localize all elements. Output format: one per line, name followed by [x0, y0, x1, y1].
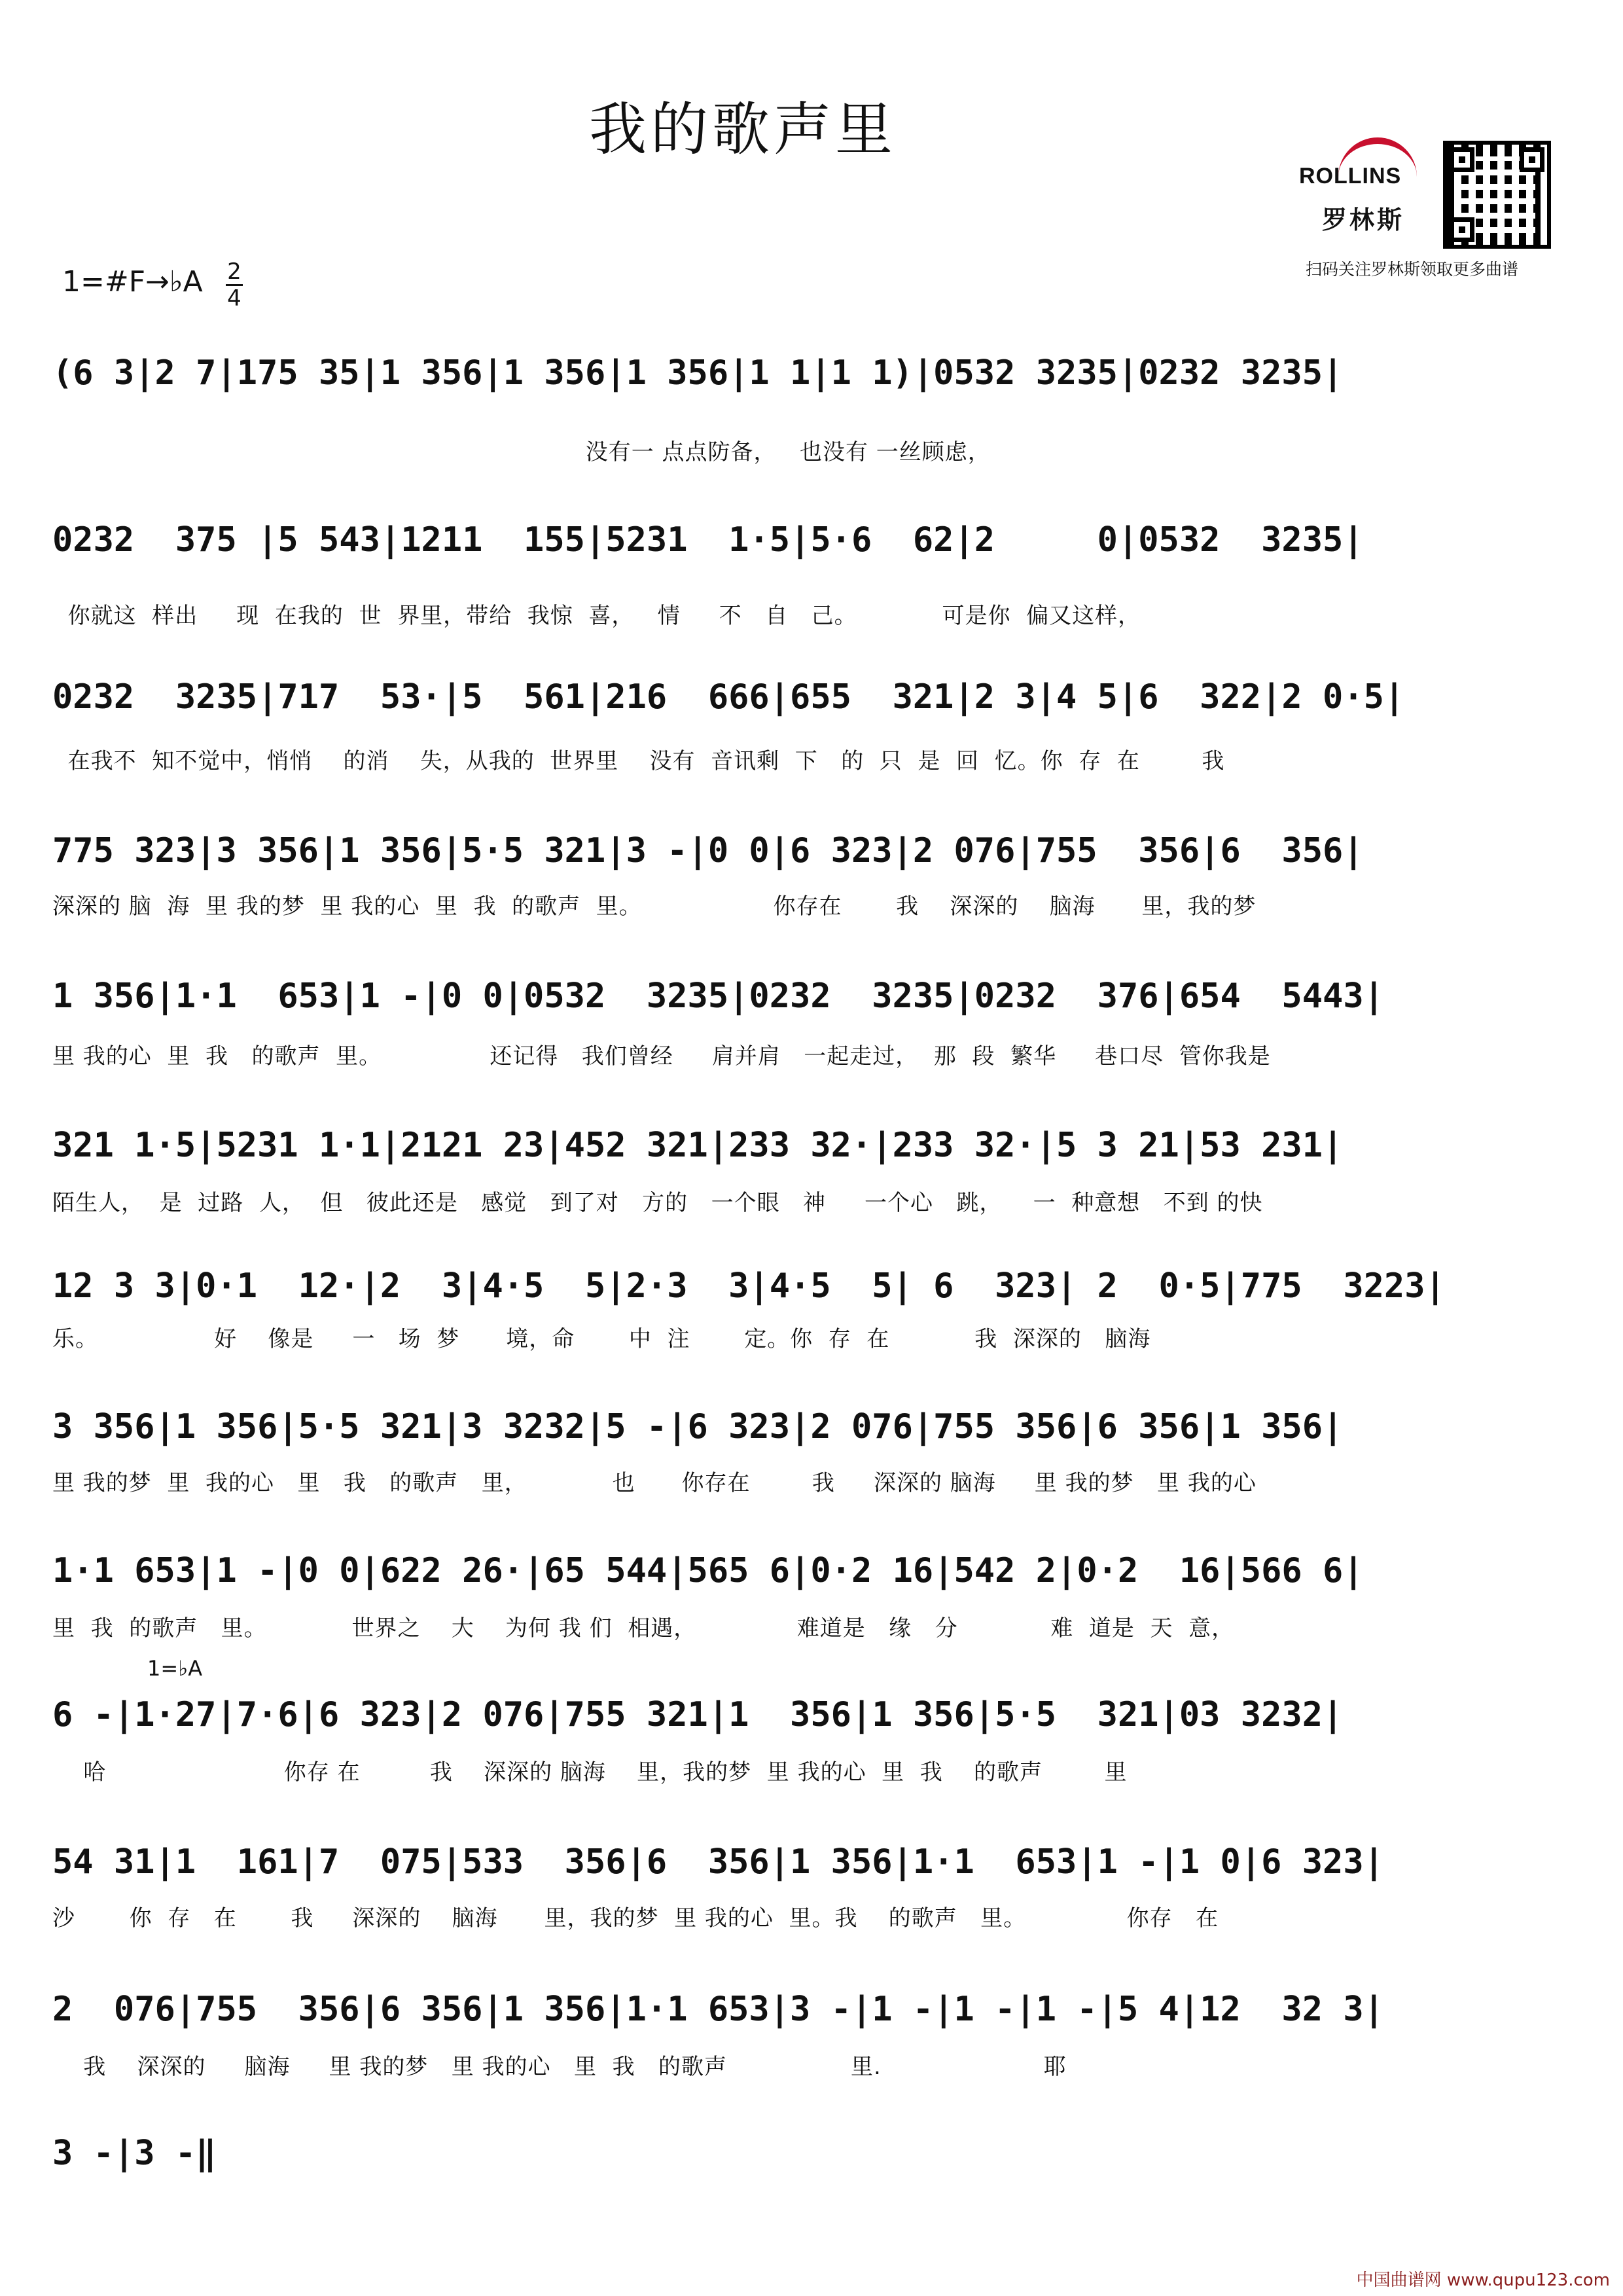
- lyrics-row: 里 我的梦 里 我的心 里 我 的歌声 里， 也 你存在 我 深深的 脑海 里 我的梦 里 我的心: [52, 1470, 1257, 1496]
- notes-row: 775 323|3 356|1 356|5·5 321|3 -|0 0|6 323|2 076|755 356|6 356|: [52, 831, 1364, 870]
- lyrics-row: 沙 你 存 在 我 深深的 脑海 里，我的梦 里 我的心 里。我 的歌声 里。 你存 在: [52, 1905, 1219, 1931]
- modulation-mark: 1=♭A: [147, 1656, 203, 1681]
- time-signature-bottom: 4: [227, 285, 241, 312]
- time-signature-top: 2: [227, 259, 241, 285]
- notes-row: 0232 375 |5 543|1211 155|5231 1·5|5·6 62|2 0|0532 3235|: [52, 520, 1364, 560]
- notes-row: 2 076|755 356|6 356|1 356|1·1 653|3 -|1 -|1 -|1 -|5 4|12 32 3|: [52, 1990, 1384, 2029]
- brand-name: 罗林斯: [1322, 206, 1405, 234]
- notes-row: 0232 3235|717 53·|5 561|216 666|655 321|2 3|4 5|6 322|2 0·5|: [52, 677, 1405, 717]
- footer-watermark: 中国曲谱网 www.qupu123.com: [1356, 2270, 1610, 2290]
- lyrics-row: 陌生人， 是 过路 人， 但 彼此还是 感觉 到了对 方的 一个眼 神 一个心 跳， 一 种意想 不到 的快: [52, 1190, 1263, 1216]
- notes-row: 6 -|1·27|7·6|6 323|2 076|755 321|1 356|1 356|5·5 321|03 3232|: [52, 1695, 1344, 1734]
- brand-note: 扫码关注罗林斯领取更多曲谱: [1306, 260, 1519, 279]
- qr-code-icon[interactable]: [1443, 141, 1551, 249]
- lyrics-row: 哈 你存 在 我 深深的 脑海 里，我的梦 里 我的心 里 我 的歌声 里: [52, 1759, 1128, 1785]
- lyrics-row: 深深的 脑 海 里 我的梦 里 我的心 里 我 的歌声 里。 你存在 我 深深的 脑海 里，我的梦: [52, 893, 1257, 920]
- lyrics-row: 里 我的心 里 我 的歌声 里。 还记得 我们曾经 肩并肩 一起走过， 那 段 繁华 巷口尽 管你我是: [52, 1043, 1271, 1069]
- lyrics-row: 你就这 样出 现 在我的 世 界里，带给 我惊 喜， 情 不 自 己。 可是你 偏又这样，: [52, 603, 1141, 629]
- lyrics-row: 在我不 知不觉中，悄悄 的消 失，从我的 世界里 没有 音讯剩 下 的 只 是 回 忆。你 存 在 我: [52, 748, 1225, 774]
- lyrics-row: 乐。 好 像是 一 场 梦 境，命 中 注 定。你 存 在 我 深深的 脑海: [52, 1326, 1151, 1352]
- lyrics-row: 里 我 的歌声 里。 世界之 大 为何 我 们 相遇， 难道是 缘 分 难 道是 天 意，: [52, 1615, 1235, 1641]
- notes-row: 321 1·5|5231 1·1|2121 23|452 321|233 32·|233 32·|5 3 21|53 231|: [52, 1126, 1344, 1165]
- time-signature: [226, 260, 243, 310]
- notes-row: 1 356|1·1 653|1 -|0 0|0532 3235|0232 3235|0232 376|654 5443|: [52, 977, 1384, 1016]
- notes-row: 54 31|1 161|7 075|533 356|6 356|1 356|1·1 653|1 -|1 0|6 323|: [52, 1842, 1384, 1882]
- page-title: 我的歌声里: [588, 96, 897, 163]
- notes-row: 12 3 3|0·1 12·|2 3|4·5 5|2·3 3|4·5 5| 6 323| 2 0·5|775 3223|: [52, 1266, 1446, 1306]
- brand-logo: [1299, 131, 1443, 249]
- lyrics-row: 我 深深的 脑海 里 我的梦 里 我的心 里 我 的歌声 里. 耶: [52, 2054, 1067, 2080]
- key-signature: 1=#F→♭A: [62, 265, 203, 298]
- notes-row: 1·1 653|1 -|0 0|622 26·|65 544|565 6|0·2 16|542 2|0·2 16|566 6|: [52, 1551, 1364, 1590]
- notes-row: 3 -|3 -‖: [52, 2134, 217, 2173]
- brand-logo-text: ROLLINS: [1299, 164, 1402, 188]
- notes-row: (6 3|2 7|175 35|1 356|1 356|1 356|1 1|1 1)|0532 3235|0232 3235|: [52, 353, 1344, 393]
- notes-row: 3 356|1 356|5·5 321|3 3232|5 -|6 323|2 076|755 356|6 356|1 356|: [52, 1407, 1344, 1446]
- lyrics-row: 没有一 点点防备， 也没有 一丝顾虑，: [52, 439, 991, 465]
